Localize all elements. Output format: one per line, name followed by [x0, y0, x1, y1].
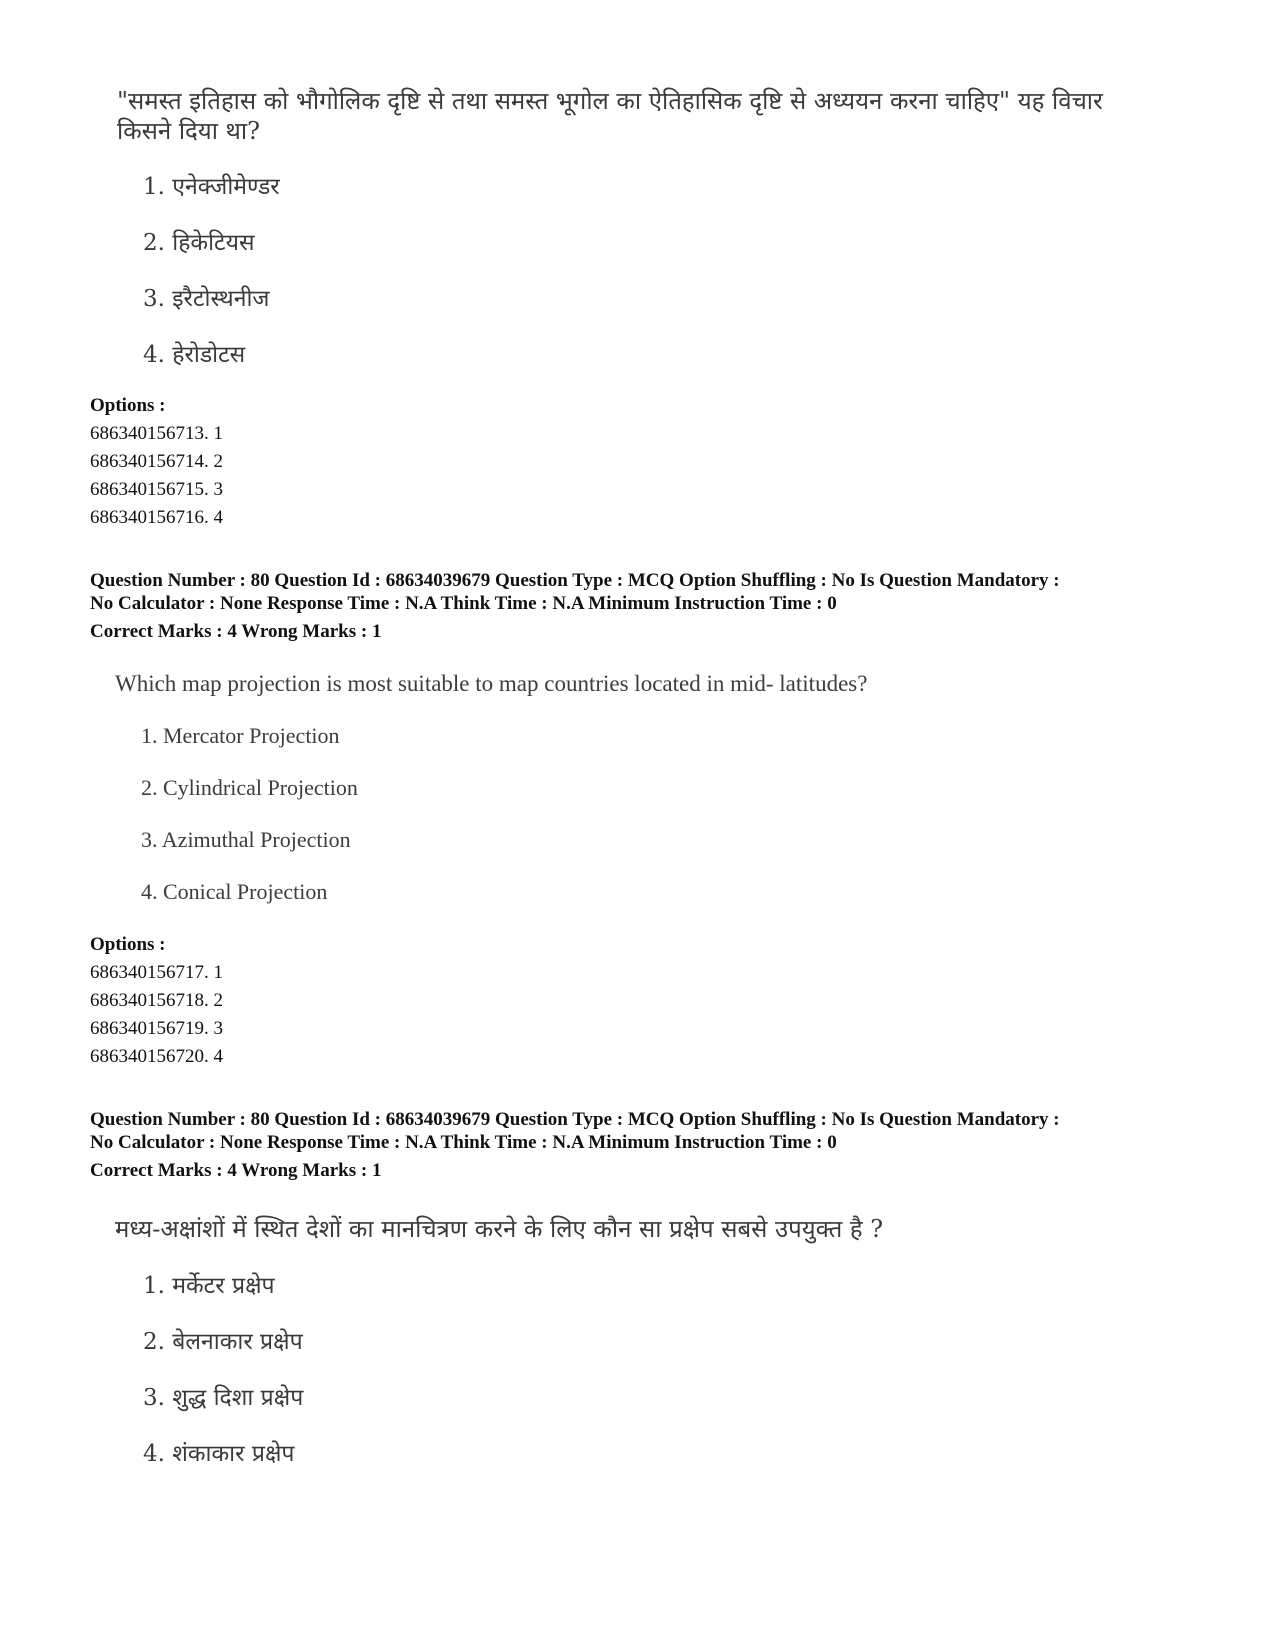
choice-2: 2. हिकेटियस [143, 230, 255, 256]
choice-4: 4. शंकाकार प्रक्षेप [143, 1441, 295, 1467]
option-id-4: 686340156720. 4 [90, 1046, 223, 1067]
question-text-line-2: किसने दिया था? [117, 117, 260, 145]
question-text: मध्य-अक्षांशों में स्थित देशों का मानचित्रण करने के लिए कौन सा प्रक्षेप सबसे उपयुक्त है ? [115, 1215, 884, 1243]
choice-2: 2. Cylindrical Projection [141, 775, 358, 800]
question-meta-line-1: Question Number : 80 Question Id : 68634039679 Question Type : MCQ Option Shuffling : No Is Question Mandatory : [90, 570, 1060, 591]
option-id-3: 686340156719. 3 [90, 1018, 223, 1039]
marks-line: Correct Marks : 4 Wrong Marks : 1 [90, 1160, 382, 1181]
option-id-2: 686340156718. 2 [90, 990, 223, 1011]
choice-3: 3. शुद्ध दिशा प्रक्षेप [143, 1385, 304, 1411]
choice-1: 1. मर्केटर प्रक्षेप [143, 1273, 275, 1299]
choice-4: 4. हेरोडोटस [143, 342, 246, 368]
marks-line: Correct Marks : 4 Wrong Marks : 1 [90, 621, 382, 642]
question-meta-line-1: Question Number : 80 Question Id : 68634039679 Question Type : MCQ Option Shuffling : No Is Question Mandatory : [90, 1109, 1060, 1130]
choice-4: 4. Conical Projection [141, 879, 328, 904]
option-id-3: 686340156715. 3 [90, 479, 223, 500]
options-label: Options : [90, 934, 166, 955]
option-id-1: 686340156717. 1 [90, 962, 223, 983]
option-id-2: 686340156714. 2 [90, 451, 223, 472]
option-id-1: 686340156713. 1 [90, 423, 223, 444]
options-label: Options : [90, 395, 166, 416]
choice-3: 3. Azimuthal Projection [141, 827, 351, 852]
question-meta-line-2: No Calculator : None Response Time : N.A Think Time : N.A Minimum Instruction Time : 0 [90, 1132, 837, 1153]
option-id-4: 686340156716. 4 [90, 507, 223, 528]
choice-1: 1. एनेक्जीमेण्डर [143, 174, 280, 200]
question-text-line-1: "समस्त इतिहास को भौगोलिक दृष्टि से तथा समस्त भूगोल का ऐतिहासिक दृष्टि से अध्ययन करना चाहिए" यह विचार [117, 87, 1103, 115]
choice-3: 3. इरैटोस्थनीज [143, 286, 270, 312]
choice-1: 1. Mercator Projection [141, 723, 340, 748]
question-meta-line-2: No Calculator : None Response Time : N.A Think Time : N.A Minimum Instruction Time : 0 [90, 593, 837, 614]
question-text: Which map projection is most suitable to map countries located in mid- latitudes? [115, 671, 868, 696]
choice-2: 2. बेलनाकार प्रक्षेप [143, 1329, 303, 1355]
